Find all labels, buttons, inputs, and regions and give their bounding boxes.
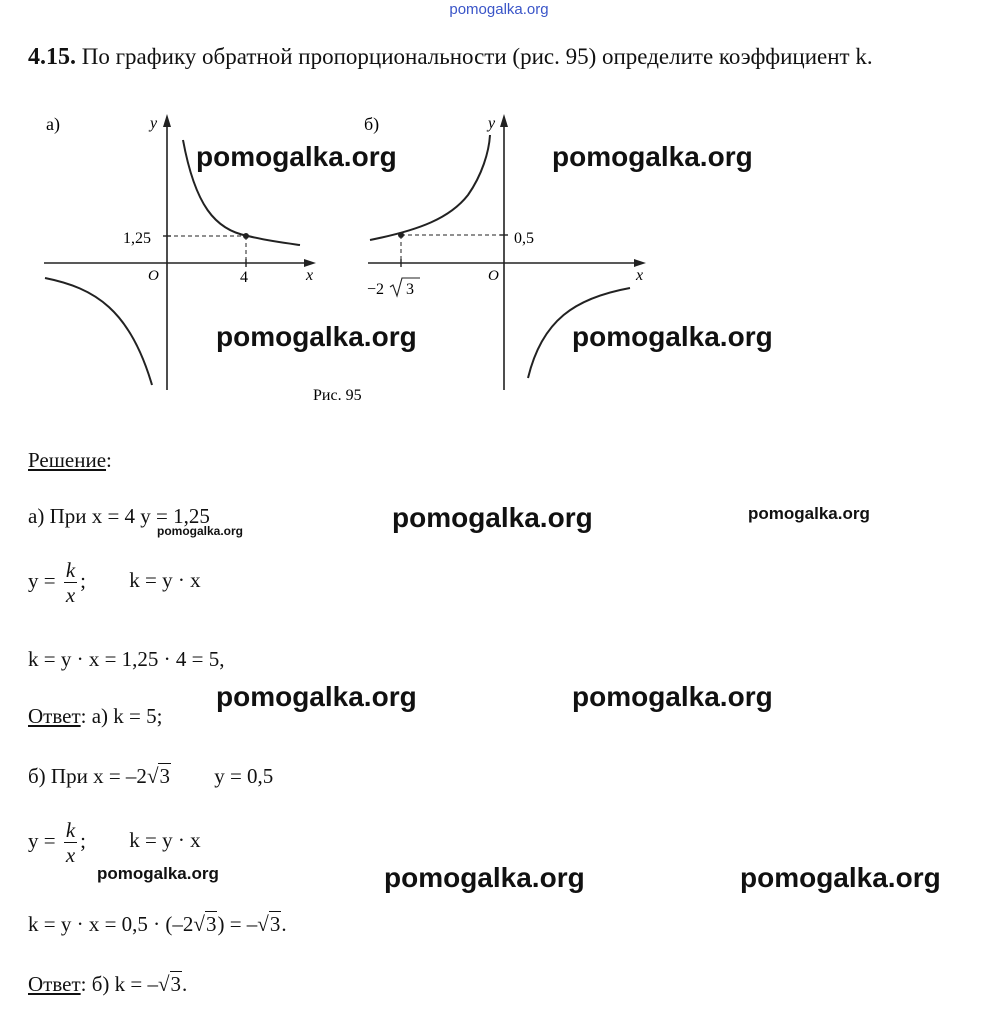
panel-b-x-tick-radicand: 3 xyxy=(406,281,414,298)
watermark-12[interactable]: pomogalka.org xyxy=(97,864,219,883)
answer-b-end: . xyxy=(182,972,188,996)
watermark-5[interactable]: pomogalka.org xyxy=(392,502,593,533)
panel-a-x-arrow xyxy=(304,259,316,267)
watermark-10[interactable]: pomogalka.org xyxy=(740,862,941,893)
watermark-3[interactable]: pomogalka.org xyxy=(216,321,417,352)
answer-b-label: Ответ xyxy=(28,972,81,996)
site-watermark-top[interactable]: pomogalka.org xyxy=(449,1,549,18)
watermark-8[interactable]: pomogalka.org xyxy=(572,681,773,712)
b-calc-prefix: k = y · x = 0,5 · (–2 xyxy=(28,912,194,936)
solution-heading xyxy=(28,448,112,473)
fraction-b-denominator: x xyxy=(65,843,76,867)
fraction-b-numerator: k xyxy=(65,818,76,842)
formula-fraction xyxy=(64,558,77,607)
answer-a-label: Ответ xyxy=(28,704,81,728)
fraction-denominator: x xyxy=(65,583,76,607)
panel-b-x-tick-prefix: −2 xyxy=(367,281,385,298)
panel-b-y-tick-label: 0,5 xyxy=(514,230,534,247)
solution-a-calc: k = y · x = 1,25 · 4 = 5, xyxy=(28,647,225,671)
panel-b-x-tick-radical xyxy=(390,278,420,296)
panel-b-origin: O xyxy=(488,268,499,284)
b-given-radicand: 3 xyxy=(159,764,170,788)
answer-b: Ответ: б) k = –√3. xyxy=(28,972,188,996)
panel-a-branch-negative xyxy=(45,278,152,385)
watermark-9[interactable]: pomogalka.org xyxy=(384,862,585,893)
watermark-11[interactable]: pomogalka.org xyxy=(157,524,244,538)
panel-a-origin: O xyxy=(148,268,159,284)
b-calc-radicand-2: 3 xyxy=(269,912,281,936)
solution-a-formula xyxy=(28,558,201,607)
answer-a-value: : а) k = 5; xyxy=(80,704,163,728)
problem-text: По графику обратной пропорциональности (рис. 95) определите коэффициент k. xyxy=(81,44,873,69)
solution-b-calc: k = y · x = 0,5 · (–2√3) = –√3. xyxy=(28,912,287,936)
formula-lhs: y = xyxy=(28,568,56,593)
watermark-4[interactable]: pomogalka.org xyxy=(572,321,773,352)
panel-b-y-arrow xyxy=(500,114,508,127)
panel-b-x-arrow xyxy=(634,259,646,267)
b-given-prefix: б) При x = –2 xyxy=(28,764,147,788)
panel-b-x-label: x xyxy=(636,267,644,284)
solution-a-given: а) При x = 4 y = 1,25 xyxy=(28,504,210,528)
panel-a-y-label: y xyxy=(150,115,158,132)
panel-a-x-label: x xyxy=(306,267,314,284)
panel-b-point xyxy=(398,232,404,238)
solution-heading-text: Решение xyxy=(28,448,107,472)
b-calc-mid: ) = – xyxy=(217,912,258,936)
problem-number: 4.15. xyxy=(28,44,76,70)
panel-a-x-tick-label: 4 xyxy=(240,269,248,286)
watermark-1[interactable]: pomogalka.org xyxy=(196,141,397,172)
formula-b-fraction xyxy=(64,818,77,867)
fraction-numerator: k xyxy=(65,558,76,582)
watermark-2[interactable]: pomogalka.org xyxy=(552,141,753,172)
formula-separator: ; xyxy=(80,568,87,593)
panel-a-point xyxy=(243,233,249,239)
answer-b-mid: : б) k = – xyxy=(80,972,158,996)
solution-b-formula xyxy=(28,818,201,867)
panel-a-y-arrow xyxy=(163,114,171,127)
figure-caption: Рис. 95 xyxy=(313,387,362,404)
formula-b-k: k = y · x xyxy=(129,828,201,853)
panel-a-label: а) xyxy=(46,114,60,134)
panel-b-y-label: y xyxy=(488,115,496,132)
panel-a-y-tick-label: 1,25 xyxy=(123,230,151,247)
answer-b-radicand: 3 xyxy=(170,972,182,996)
b-given-y: y = 0,5 xyxy=(214,764,274,788)
answer-a xyxy=(28,704,162,729)
panel-b-label: б) xyxy=(364,114,380,134)
solution-heading-colon: : xyxy=(106,448,112,472)
b-calc-end: . xyxy=(281,912,287,936)
problem-statement xyxy=(28,44,873,71)
formula-b-lhs: y = xyxy=(28,828,56,853)
solution-b-given: б) При x = –2√3 y = 0,5 xyxy=(28,764,274,788)
watermark-7[interactable]: pomogalka.org xyxy=(216,681,417,712)
formula-k: k = y · x xyxy=(129,568,201,593)
watermark-6[interactable]: pomogalka.org xyxy=(748,504,870,523)
formula-b-separator: ; xyxy=(80,828,87,853)
b-calc-radicand-1: 3 xyxy=(205,912,217,936)
